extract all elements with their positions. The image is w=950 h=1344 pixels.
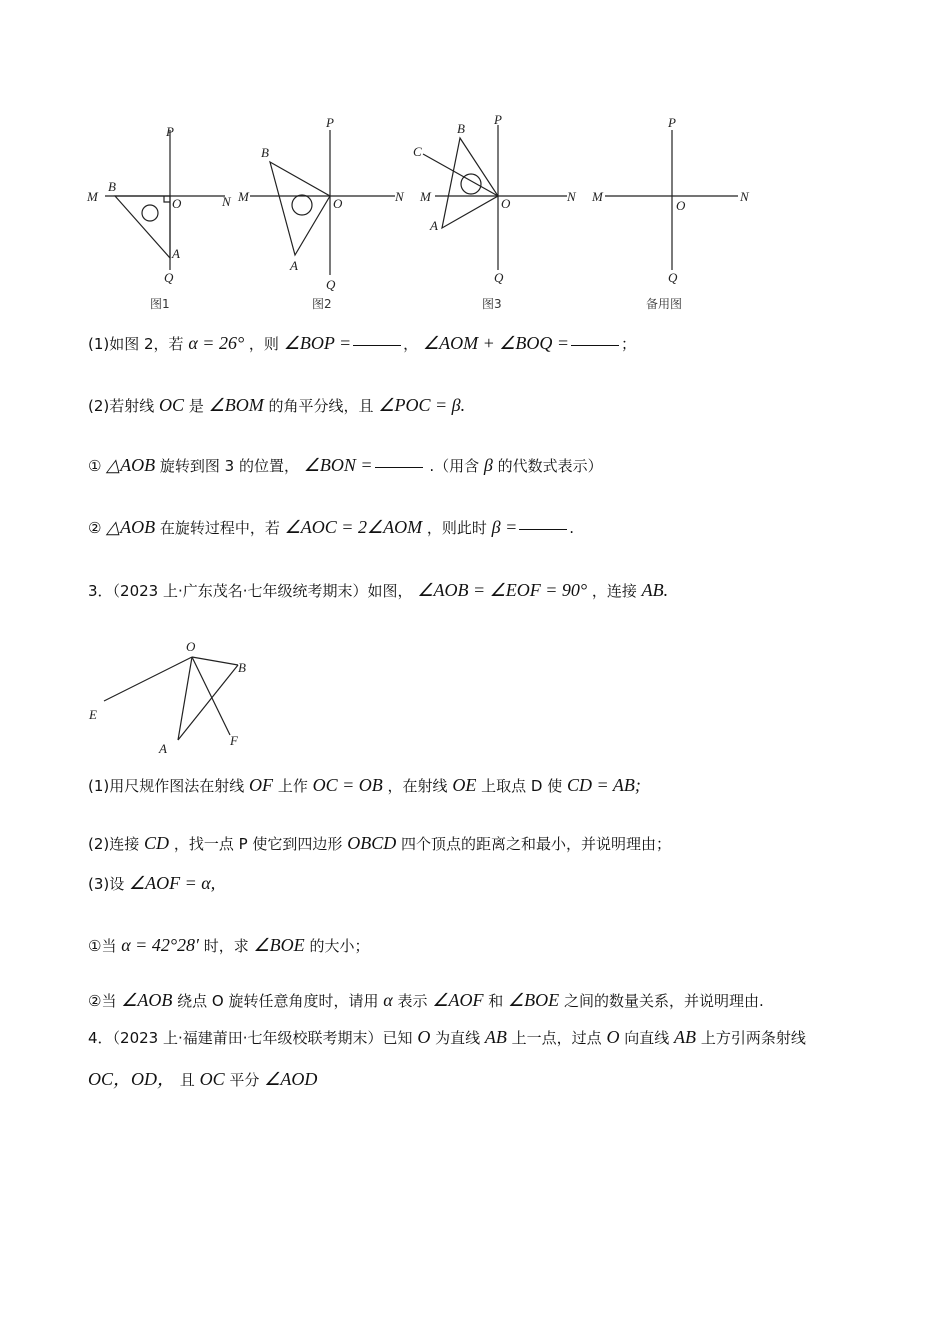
p3-q3: (3)设 ∠AOF = α, (88, 873, 216, 893)
fig2-label-m: M (238, 189, 249, 204)
fig2-label-a: A (290, 258, 298, 273)
p2-q2: (2)若射线 OC 是 ∠BOM 的角平分线，且 ∠POC = β. (88, 395, 466, 415)
p3-label-f: F (230, 733, 238, 748)
fig3-label-m: M (420, 189, 431, 204)
fig4-caption: 备用图 (646, 297, 683, 311)
fig3-label-p: P (494, 112, 502, 127)
figure-2 (250, 130, 395, 275)
fig3-label-a: A (430, 218, 438, 233)
answer-blank (375, 466, 423, 468)
answer-blank (353, 344, 401, 346)
fig4-label-n: N (740, 189, 749, 204)
fig2-label-p: P (326, 115, 334, 130)
fig2-label-o: O (333, 196, 343, 211)
fig3-label-n: N (567, 189, 576, 204)
figure-spare (605, 130, 738, 270)
figure-row (80, 110, 780, 320)
figure-p3 (80, 635, 280, 760)
fig4-label-q: Q (668, 270, 678, 285)
p3-label-e: E (89, 707, 97, 722)
fig1-label-p: P (166, 124, 174, 139)
fig4-label-o: O (676, 198, 686, 213)
p3-head: 3．（2023 上·广东茂名·七年级统考期末）如图， ∠AOB = ∠EOF = 90° ，连接 AB. (88, 580, 669, 600)
fig3-label-c: C (413, 144, 422, 159)
p3-q3b: ②当 ∠AOB 绕点 O 旋转任意角度时，请用 α 表示 ∠AOF 和 ∠BOE 之间的数量关系，并说明理由. (88, 990, 764, 1010)
p2-q2a: ① △AOB 旋转到图 3 的位置， ∠BON = .（用含 β 的代数式表示） (88, 455, 603, 475)
fig2-label-b: B (261, 145, 269, 160)
fig3-label-q: Q (494, 270, 504, 285)
fig4-label-m: M (592, 189, 603, 204)
p3-q2: (2)连接 CD ，找一点 P 使它到四边形 OBCD 四个顶点的距离之和最小，并说明理由； (88, 833, 671, 853)
fig2-caption: 图2 (312, 297, 332, 311)
p3-label-b: B (238, 660, 246, 675)
fig4-label-p: P (668, 115, 676, 130)
figure-1 (105, 130, 225, 270)
p4-line2: OC，OD， 且 OC 平分 ∠AOD (88, 1069, 318, 1089)
fig2-label-n: N (395, 189, 404, 204)
fig1-label-n: N (222, 194, 231, 209)
p3-label-o: O (186, 639, 196, 654)
fig1-label-o: O (172, 196, 182, 211)
answer-blank (571, 344, 619, 346)
fig3-label-o: O (501, 196, 511, 211)
p3-q3a: ①当 α = 42°28′ 时，求 ∠BOE 的大小； (88, 935, 370, 955)
p3-q1: (1)用尺规作图法在射线 OF 上作 OC = OB ，在射线 OE 上取点 D 使 CD = AB; (88, 775, 641, 795)
p3-label-a: A (159, 741, 167, 756)
fig1-label-b: B (108, 179, 116, 194)
figure-3 (423, 125, 567, 270)
fig1-label-m: M (87, 189, 98, 204)
fig3-caption: 图3 (482, 297, 502, 311)
p2-q1: (1)如图 2，若 α = 26° ，则 ∠BOP = ， ∠AOM + ∠BOQ = ； (88, 333, 637, 353)
fig1-caption: 图1 (150, 297, 170, 311)
answer-blank (519, 528, 567, 530)
p4-line1: 4．（2023 上·福建莆田·七年级校联考期末）已知 O 为直线 AB 上一点，过点 O 向直线 AB 上方引两条射线 (88, 1027, 806, 1047)
fig3-label-b: B (457, 121, 465, 136)
fig2-label-q: Q (326, 277, 336, 292)
p2-q2b: ② △AOB 在旋转过程中，若 ∠AOC = 2∠AOM ，则此时 β = . (88, 517, 575, 537)
fig1-label-q: Q (164, 270, 174, 285)
fig1-label-a: A (172, 246, 180, 261)
